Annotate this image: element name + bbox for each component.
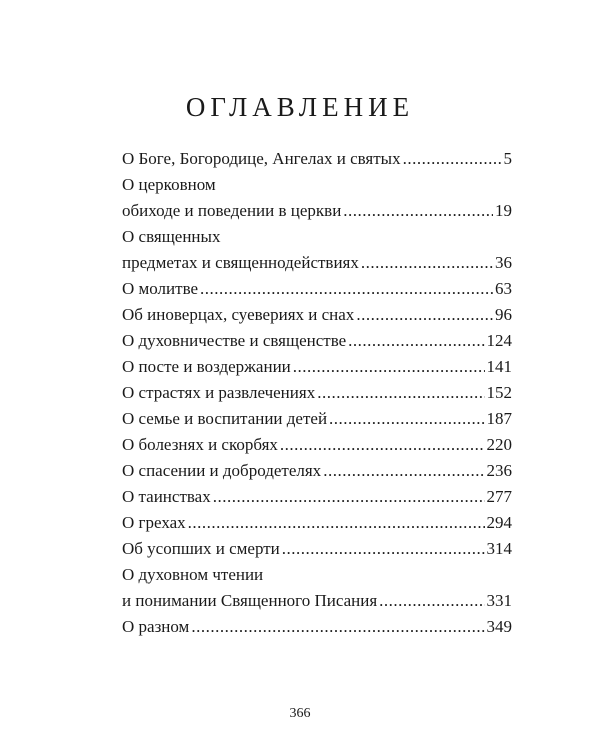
page-number: 366: [289, 706, 311, 721]
toc-entry-title-line1: О церковном: [122, 175, 216, 194]
toc-entry-title: О болезнях и скорбях: [122, 435, 278, 454]
toc-entry-page: 187: [486, 409, 512, 428]
toc-entry[interactable]: [122, 406, 512, 432]
toc-entry[interactable]: [122, 536, 512, 562]
dot-leader: [379, 588, 484, 614]
toc-entry[interactable]: [122, 484, 512, 510]
dot-leader: [200, 276, 493, 302]
toc-entry[interactable]: [122, 380, 512, 406]
toc-entry[interactable]: [122, 614, 512, 640]
toc-entry-title: О молитве: [122, 279, 199, 298]
toc-entry-title: О семье и воспитании детей: [122, 409, 328, 428]
dot-leader: [191, 614, 484, 640]
toc-entry[interactable]: [122, 276, 512, 302]
toc-entry-page: 220: [486, 435, 512, 454]
toc-entry-title: и понимании Священного Писания: [122, 591, 378, 610]
toc-entry-title-line1: О священных: [122, 227, 221, 246]
dot-leader: [280, 432, 485, 458]
toc-entry-title: О Боге, Богородице, Ангелах и святых: [122, 149, 401, 168]
toc-entry-page: 63: [495, 279, 512, 298]
toc-entry-page: 19: [495, 201, 512, 220]
toc-entry[interactable]: [122, 354, 512, 380]
toc-entry-title: О спасении и добродетелях: [122, 461, 322, 480]
dot-leader: [329, 406, 484, 432]
toc-entry-page: 277: [486, 487, 512, 506]
toc-entry-page: 5: [503, 149, 512, 168]
toc-entry-page: 294: [486, 513, 512, 532]
toc-entry-page: 96: [495, 305, 512, 324]
toc-entry[interactable]: [122, 510, 512, 536]
toc-entry-page: 349: [486, 617, 512, 636]
toc-entry-title: О грехах: [122, 513, 186, 532]
toc-entry-title: О духовничестве и священстве: [122, 331, 347, 350]
toc-entry-title: предметах и священнодействиях: [122, 253, 359, 272]
page-title: ОГЛАВЛЕНИЕ: [185, 92, 415, 122]
toc-entry[interactable]: [122, 302, 512, 328]
toc-entry-page: 314: [486, 539, 512, 558]
toc-entry-title: О таинствах: [122, 487, 211, 506]
toc-entry-title: Об иноверцах, суевериях и снах: [122, 305, 355, 324]
dot-leader: [348, 328, 484, 354]
dot-leader: [343, 198, 493, 224]
toc-entry-page: 152: [486, 383, 512, 402]
toc-entry-title-line1: О духовном чтении: [122, 565, 264, 584]
toc-entry-page: 141: [486, 357, 512, 376]
dot-leader: [317, 380, 484, 406]
toc-entry-title: О разном: [122, 617, 190, 636]
dot-leader: [293, 354, 485, 380]
toc-entry[interactable]: [122, 146, 512, 172]
toc-entry-title: О посте и воздержании: [122, 357, 291, 376]
toc-entry-page: 236: [486, 461, 512, 480]
dot-leader: [188, 510, 485, 536]
toc-entry[interactable]: [122, 432, 512, 458]
toc-entry[interactable]: [122, 562, 512, 614]
dot-leader: [323, 458, 484, 484]
toc-entry-title: обиходе и поведении в церкви: [122, 201, 342, 220]
toc-entry[interactable]: [122, 458, 512, 484]
toc-entry-page: 124: [486, 331, 512, 350]
toc-entry-page: 36: [495, 253, 512, 272]
toc-entry[interactable]: [122, 328, 512, 354]
toc-entry[interactable]: [122, 172, 512, 224]
toc-entry[interactable]: [122, 224, 512, 276]
toc-entry-page: 331: [486, 591, 512, 610]
dot-leader: [403, 146, 502, 172]
toc-entry-title: Об усопших и смерти: [122, 539, 280, 558]
dot-leader: [213, 484, 485, 510]
dot-leader: [361, 250, 493, 276]
dot-leader: [356, 302, 493, 328]
table-of-contents: [122, 146, 512, 640]
toc-entry-title: О страстях и развлечениях: [122, 383, 316, 402]
dot-leader: [282, 536, 485, 562]
